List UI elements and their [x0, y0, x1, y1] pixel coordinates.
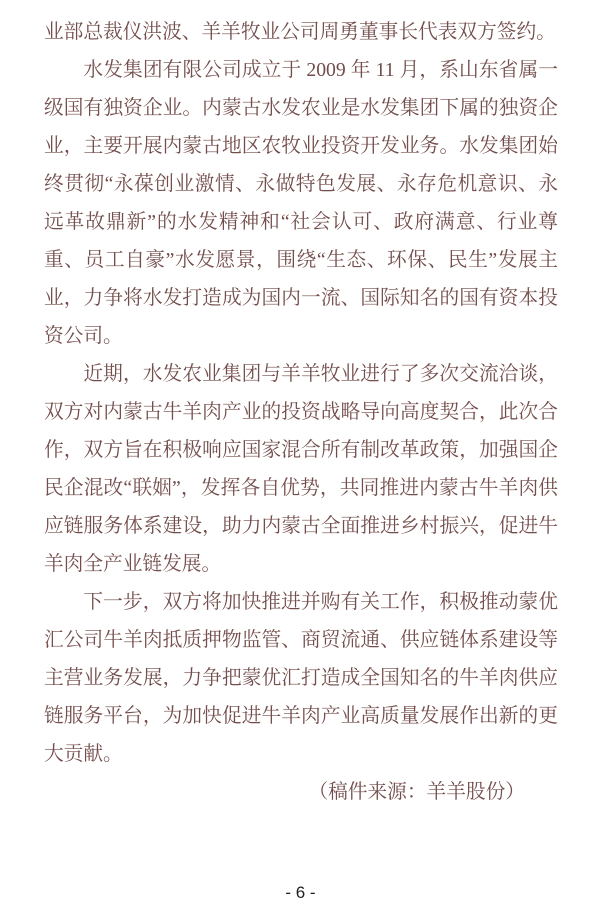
paragraph-4: 下一步，双方将加快推进并购有关工作，积极推动蒙优汇公司牛羊肉抵质押物监管、商贸流通、供应链体系建设等主营业务发展，力争把蒙优汇打造成全国知名的牛羊肉供应链服务平台，为加快促进牛羊肉产业高质量发展作出新的更大贡献。 — [44, 591, 558, 765]
paragraph-2: 水发集团有限公司成立于 2009 年 11 月，系山东省属一级国有独资企业。内蒙古水发农业是水发集团下属的独资企业，主要开展内蒙古地区农牧业投资开发业务。水发集团始终贯彻“永葆创业激情、永做特色发展、永存危机意识、永远革故鼎新”的水发精神和“社会认可、政府满意、行业尊重、员工自豪”水发愿景，围绕“生态、环保、民生”发展主业，力争将水发打造成为国内一流、国际知名的国有资本投资公司。 — [44, 59, 558, 347]
document-body — [44, 13, 558, 811]
source-attribution: （稿件来源：羊羊股份） — [308, 781, 525, 803]
page-footer — [0, 882, 601, 904]
paragraph-1: 业部总裁仪洪波、羊羊牧业公司周勇董事长代表双方签约。 — [44, 21, 556, 43]
paragraph-3: 近期，水发农业集团与羊羊牧业进行了多次交流洽谈，双方对内蒙古牛羊肉产业的投资战略导向高度契合，此次合作，双方旨在积极响应国家混合所有制改革政策，加强国企民企混改“联姻”，发挥各自优势，共同推进内蒙古牛羊肉供应链服务体系建设，助力内蒙古全面推进乡村振兴，促进牛羊肉全产业链发展。 — [44, 363, 558, 575]
page-number: - 6 - — [285, 883, 316, 902]
